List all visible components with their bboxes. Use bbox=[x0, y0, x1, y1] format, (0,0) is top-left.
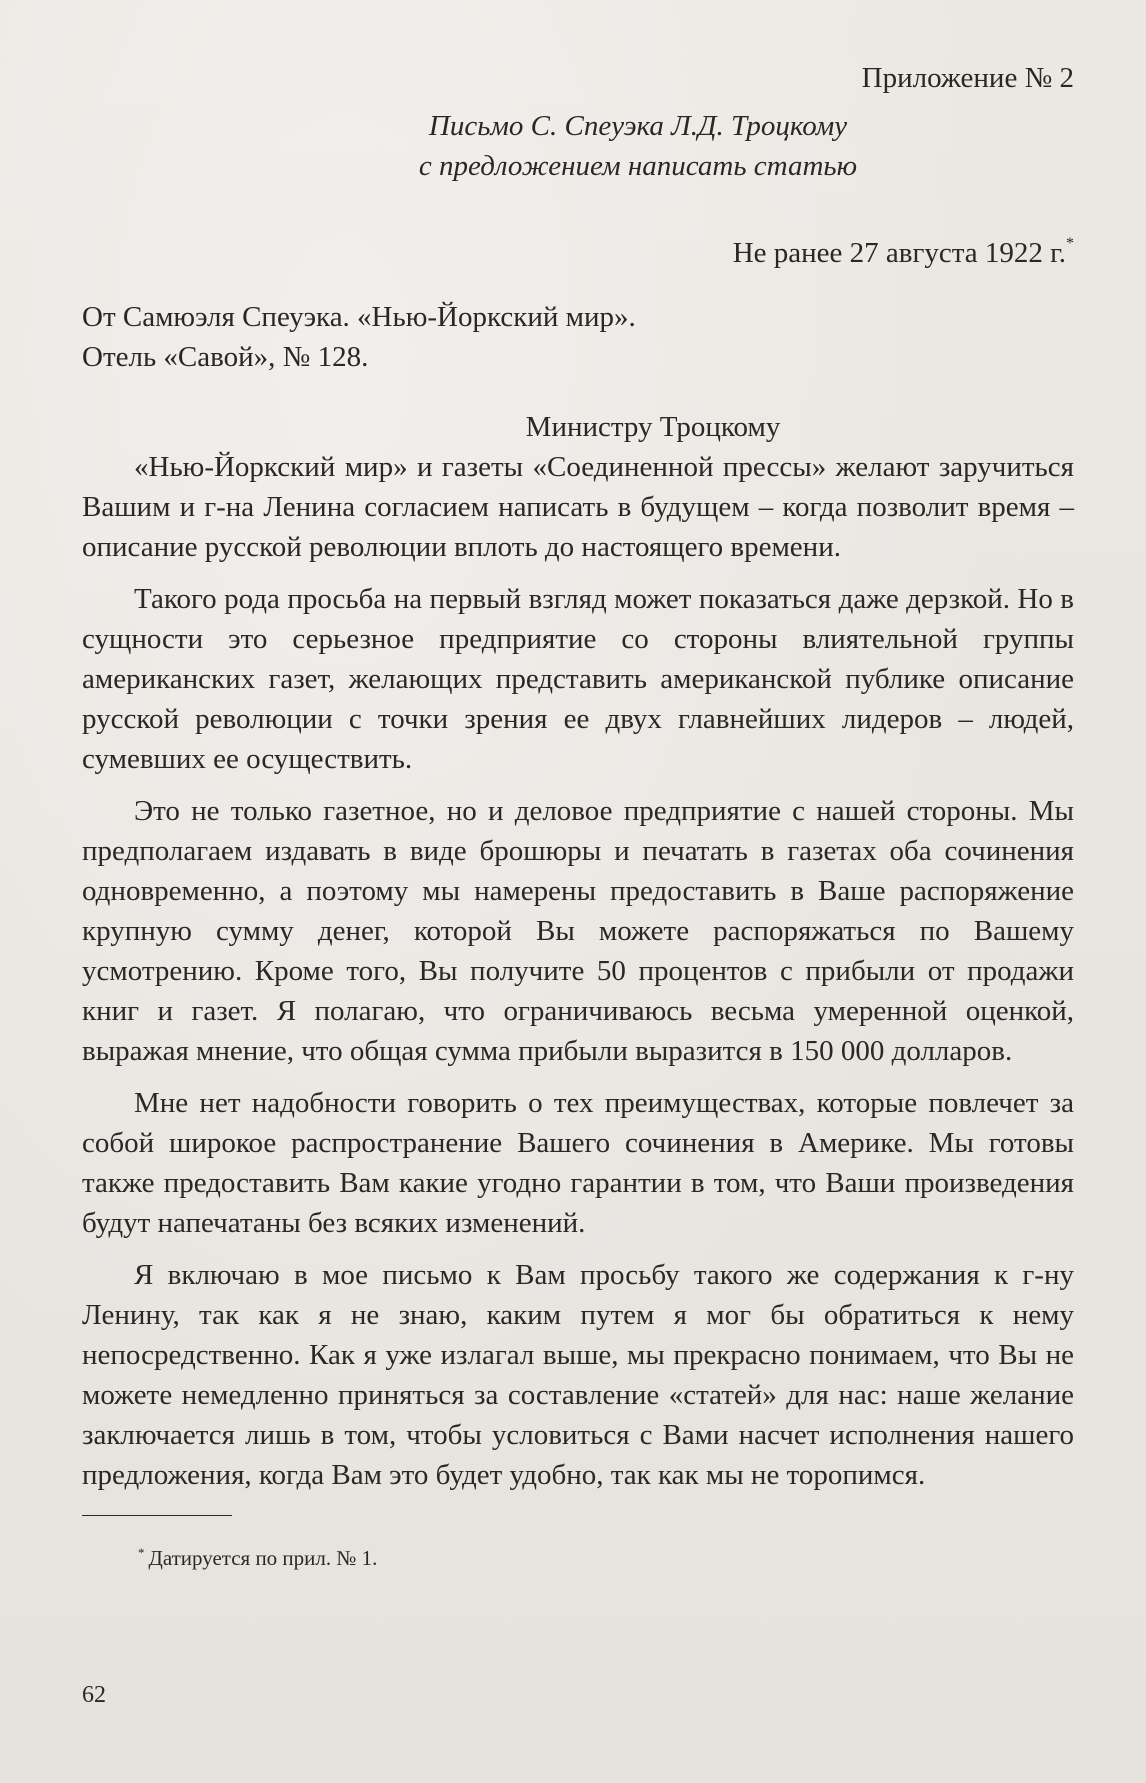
title-line: Письмо С. Спеуэка Л.Д. Троцкому bbox=[428, 110, 848, 142]
letter-date bbox=[82, 224, 1074, 273]
footnote-reference: * bbox=[1066, 235, 1074, 252]
paragraph: Такого рода просьба на первый взгляд может показаться даже дерзкой. Но в сущности это серьезное предприятие со стороны влиятельной группы американских газет, желающих представить американской публике описание русской революции с точки зрения ее двух главнейших лидеров – людей, сумевших ее осуществить. bbox=[82, 583, 1074, 775]
paragraph: «Нью-Йоркский мир» и газеты «Соединенной прессы» желают заручиться Вашим и г-на Ленина согласием написать в будущем – когда позволит время – описание русской революции вплоть до настоящего времени. bbox=[82, 451, 1074, 563]
addressee: Министру Троцкому bbox=[525, 411, 781, 443]
letter-body bbox=[82, 447, 1074, 1495]
footnote-divider bbox=[82, 1515, 232, 1516]
paragraph: Мне нет надобности говорить о тех преимуществах, которые повлечет за собой широкое распространение Вашего сочинения в Америке. Мы готовы также предоставить Вам какие угодно гарантии в том, что Ваши произведения будут напечатаны без всяких изменений. bbox=[82, 1087, 1074, 1239]
footnote bbox=[82, 1538, 1074, 1573]
sender-line: Отель «Савой», № 128. bbox=[82, 341, 369, 373]
letter-title bbox=[82, 106, 1074, 186]
paragraph: Я включаю в мое письмо к Вам просьбу такого же содержания к г-ну Ленину, так как я не знаю, каким путем я мог бы обратиться к нему непосредственно. Как я уже излагал выше, мы прекрасно понимаем, что Вы не можете немедленно приняться за составление «статей» для нас: наше желание заключается лишь в том, чтобы условиться с Вами насчет исполнения нашего предложения, когда Вам это будет удобно, так как мы не торопимся. bbox=[82, 1259, 1074, 1491]
date-text: Не ранее 27 августа 1922 г. bbox=[732, 237, 1066, 269]
appendix-label: Приложение № 2 bbox=[861, 62, 1074, 94]
footnote-marker: * bbox=[138, 1545, 145, 1560]
title-line: с предложением написать статью bbox=[418, 150, 858, 182]
sender-line: От Самюэля Спеуэка. «Нью-Йоркский мир». bbox=[82, 301, 636, 333]
page-number: 62 bbox=[82, 1682, 106, 1708]
sender-block bbox=[82, 297, 1074, 377]
paragraph: Это не только газетное, но и деловое предприятие с нашей стороны. Мы предполагаем издавать в виде брошюры и печатать в газетах оба сочинения одновременно, а поэтому мы намерены предоставить в Ваше распоряжение крупную сумму денег, которой Вы можете распоряжаться по Вашему усмотрению. Кроме того, Вы получите 50 процентов с прибыли от продажи книг и газет. Я полагаю, что ограничиваюсь весьма умеренной оценкой, выражая мнение, что общая сумма прибыли выразится в 150 000 долларов. bbox=[82, 795, 1074, 1067]
footnote-text: Датируется по прил. № 1. bbox=[148, 1546, 378, 1570]
